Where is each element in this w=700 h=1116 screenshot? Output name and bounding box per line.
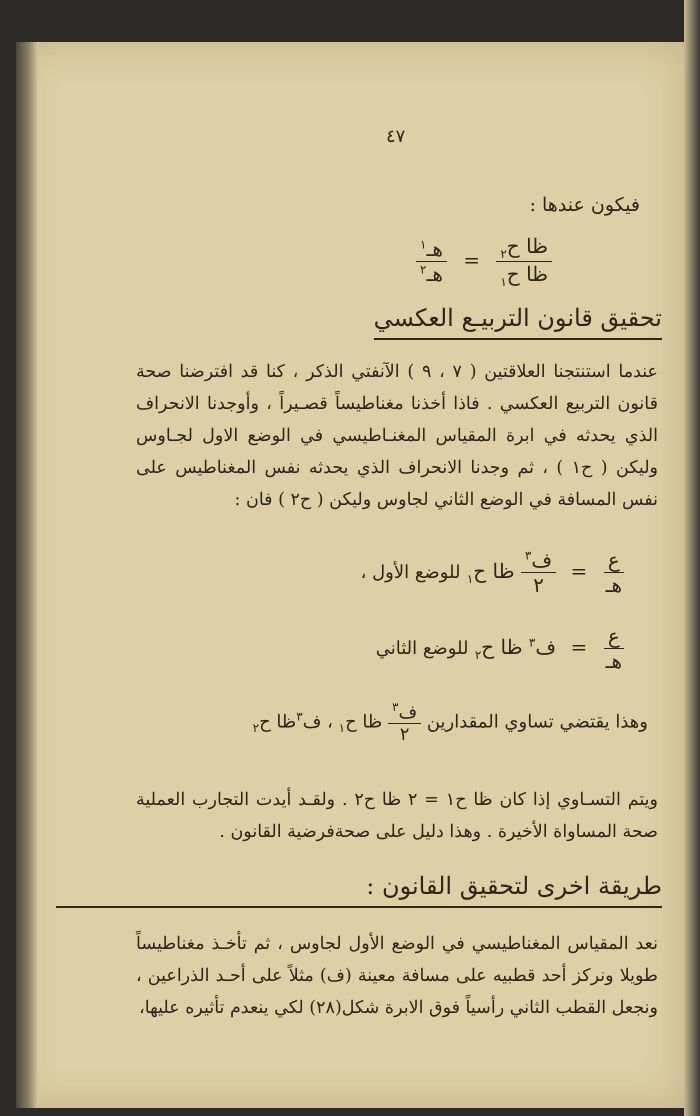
page-number: ٤٧	[386, 126, 406, 147]
equation-second-position	[376, 624, 626, 673]
paragraph-another-method: نعد المقياس المغناطيسي في الوضع الأول لجاوس ، ثم تأخـذ مغناطيساً طويلا ونركز أحد قطبيه على مسافة معينة (ف) مثلاً على أحـد الذراعين ، ونجعل القطب الثاني رأسياً فوق الابرة شكل(٢٨) لكي ينعدم تأثيره عليها،	[136, 934, 658, 1018]
eq1-rhs-fraction: $\frac{ظا ح_٢}{ظا ح_١}$	[496, 234, 552, 289]
equation-first-position	[361, 548, 626, 597]
eq2-rhs-fraction: $\frac{ف^٣}{٢}$	[521, 548, 556, 597]
line4-term1-sub: ١	[338, 721, 346, 736]
paragraph-inverse-square: عندما استنتجنا العلاقتين ( ٧ ، ٩ ) الآنفتي الذكر ، كنا قد افترضنا صحة قانون التربيع العكسي . فاذا أخذنا مغناطيساً قصـيراً ، وأوجدنا الانحراف الذي يحدثه في ابرة المقياس المغنـاطيسي في الوضع الاول لجـاوس وليكن ( ح١ ) ، ثم وجدنا الانحراف الذي يحدثه نفس المغناطيس على نفس المسافة في الوضع الثاني لجاوس وليكن ( ح٢ ) فان :	[136, 362, 658, 510]
eq3-term: ظا ح	[481, 635, 523, 659]
line4-term2: ظا ح	[259, 711, 297, 733]
eq3-lhs-fraction: $\frac{\text{ع}}{\text{هـ}}$	[605, 624, 622, 673]
section-heading-inverse-square: تحقيق قانون التربيـع العكسي	[374, 304, 662, 340]
eq2-equals: =	[570, 559, 588, 583]
eq3-term-sub: ٢	[474, 648, 482, 662]
eq1-equals: =	[463, 248, 480, 272]
line4-term2-base: ف	[302, 711, 322, 733]
line4-fraction: $\frac{ف^٣}{٢}$	[388, 700, 421, 745]
book-page	[16, 42, 684, 1108]
page-gutter	[16, 42, 38, 1108]
eq2-term: ظا ح	[473, 559, 515, 583]
line4-text: وهذا يقتضي تساوي المقدارين	[426, 711, 648, 733]
eq2-lhs-fraction: $\frac{\text{ع}}{\text{هـ}}$	[605, 548, 622, 597]
paragraph-equality: ويتم التسـاوي إذا كان ظا ح١ = ٢ ظا ح٢ . ولقـد أيدت التجارب العملية صحة المساواة الأخيرة . وهذا دليل على صحةفرضية القانون .	[136, 790, 658, 842]
equality-requirement-line	[253, 700, 648, 745]
eq1-lhs-fraction: $\frac{هـ^١}{هـ^٢}$	[416, 237, 447, 286]
eq3-equals: =	[570, 635, 588, 659]
eq3-base: ف	[535, 635, 557, 659]
line4-term2-sub: ٢	[252, 721, 260, 736]
intro-text: فيكون عندها :	[529, 194, 640, 216]
line4-term1: ظا ح	[345, 711, 383, 733]
line4-comma: ،	[327, 711, 333, 733]
line4-term2-sup: ٣	[296, 709, 303, 724]
eq3-sup: ٣	[528, 635, 536, 650]
eq2-term-sub: ١	[466, 572, 474, 586]
eq3-label: للوضع الثاني	[375, 638, 469, 659]
eq2-label: للوضع الأول ،	[360, 562, 461, 583]
book-spine	[684, 0, 700, 1116]
section-heading-another-method: طريقة اخرى لتحقيق القانون :	[56, 872, 662, 908]
equation-ratio	[416, 234, 552, 289]
